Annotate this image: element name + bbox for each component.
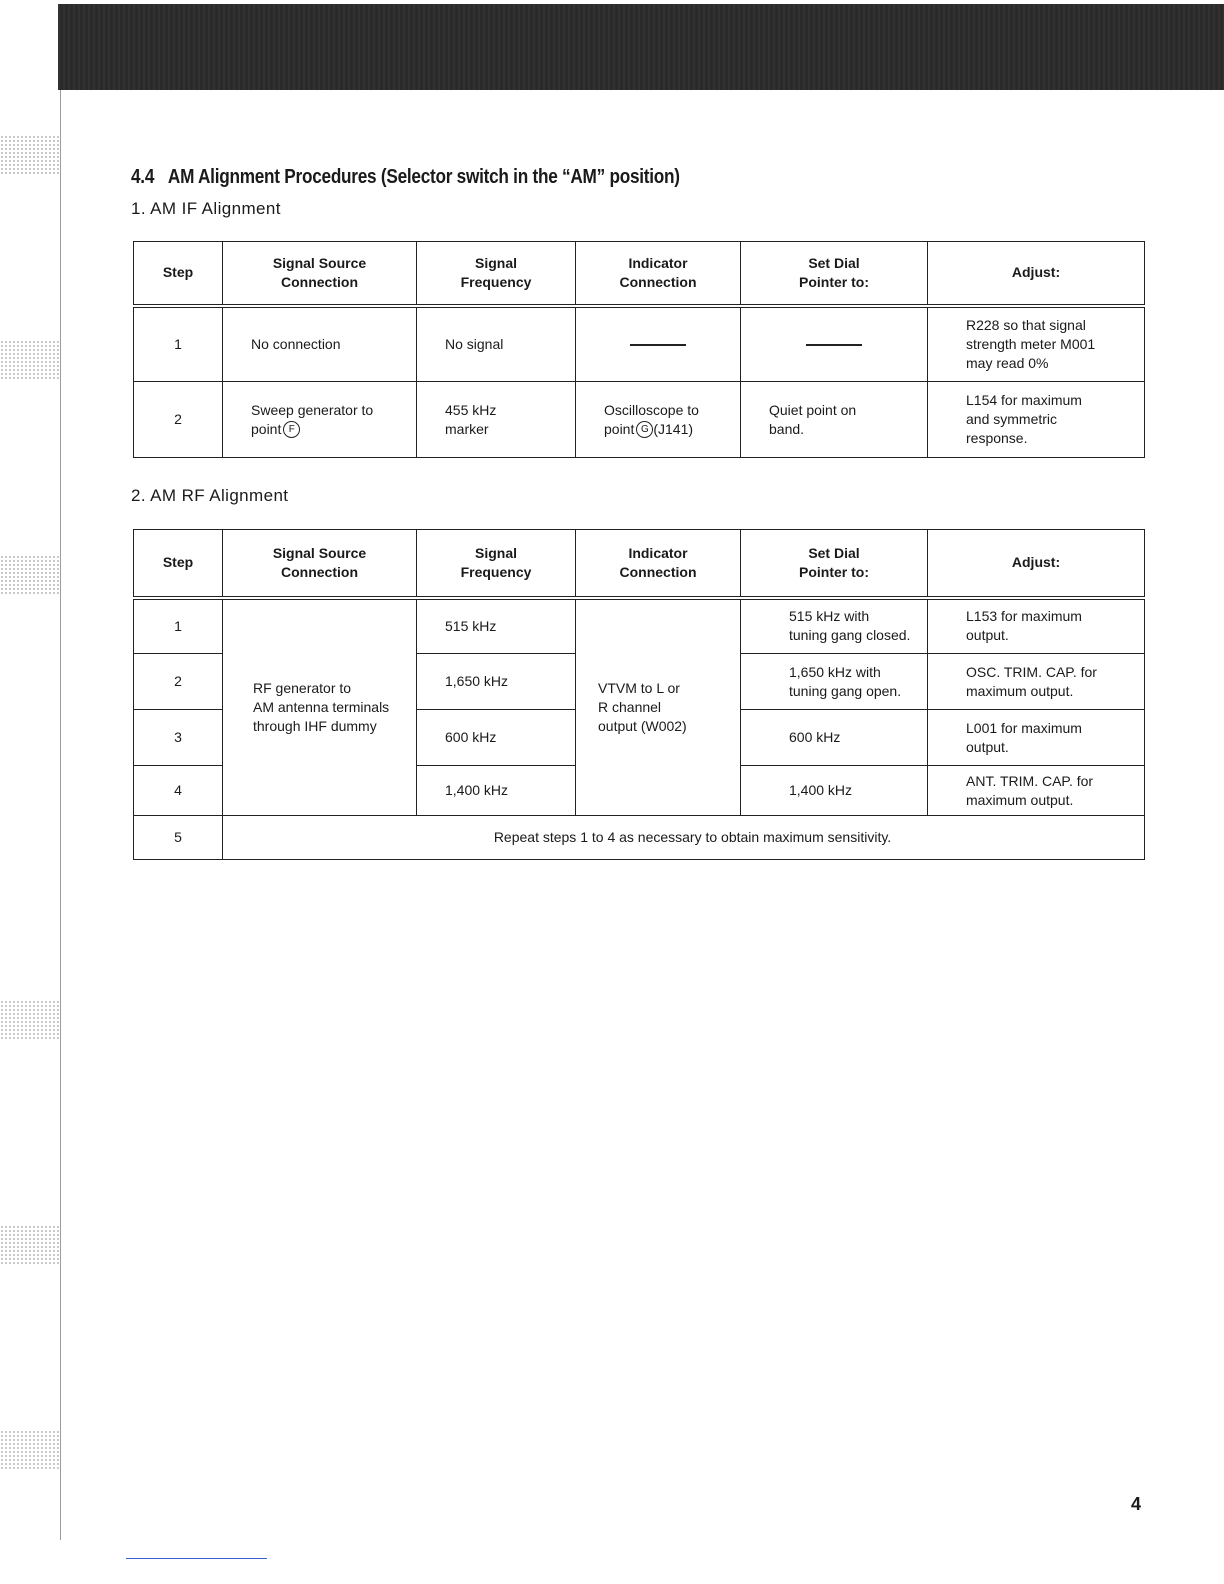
binding-texture xyxy=(0,1000,60,1040)
binding-texture xyxy=(0,1225,60,1265)
binding-rule xyxy=(60,90,61,1540)
rf-alignment-table xyxy=(133,529,1145,860)
section-title xyxy=(131,166,680,189)
binding-texture xyxy=(0,555,60,595)
step-cell: 2 xyxy=(134,654,223,710)
adjust-header: Adjust: xyxy=(928,530,1145,598)
frequency-cell: 455 kHz marker xyxy=(417,382,576,458)
no-indicator-dash xyxy=(630,344,686,346)
signal-source-header: Signal Source Connection xyxy=(223,530,417,598)
page-number: 4 xyxy=(1131,1494,1142,1514)
adjust-cell: L001 for maximum output. xyxy=(928,710,1145,766)
dial-cell: 600 kHz xyxy=(741,710,928,766)
adjust-cell: R228 so that signal strength meter M001 may read 0% xyxy=(928,306,1145,382)
point-marker: F xyxy=(283,421,300,438)
rf-alignment-heading: 2. AM RF Alignment xyxy=(131,486,289,505)
step-cell: 3 xyxy=(134,710,223,766)
frequency-cell: 1,400 kHz xyxy=(417,766,576,816)
table-row xyxy=(134,306,1145,382)
indicator-header: Indicator Connection xyxy=(576,530,741,598)
adjust-cell: ANT. TRIM. CAP. for maximum output. xyxy=(928,766,1145,816)
signal-source-header: Signal Source Connection xyxy=(223,242,417,306)
frequency-cell: 1,650 kHz xyxy=(417,654,576,710)
source-cell: Sweep generator to point F xyxy=(223,382,417,458)
repeat-note-cell: Repeat steps 1 to 4 as necessary to obtain maximum sensitivity. xyxy=(223,816,1145,860)
step-cell: 5 xyxy=(134,816,223,860)
frequency-cell: 515 kHz xyxy=(417,598,576,654)
adjust-cell: L153 for maximum output. xyxy=(928,598,1145,654)
point-marker: G xyxy=(636,421,653,438)
dial-cell xyxy=(741,306,928,382)
if-alignment-table xyxy=(133,241,1145,458)
footer-rule xyxy=(126,1558,267,1559)
indicator-cell: Oscilloscope to point G (J141) xyxy=(576,382,741,458)
step-cell: 4 xyxy=(134,766,223,816)
section-number: 4.4 xyxy=(131,166,155,188)
table-row xyxy=(134,598,1145,654)
adjust-cell: OSC. TRIM. CAP. for maximum output. xyxy=(928,654,1145,710)
indicator-header: Indicator Connection xyxy=(576,242,741,306)
if-alignment-heading: 1. AM IF Alignment xyxy=(131,199,281,218)
table-row xyxy=(134,816,1145,860)
set-dial-header: Set Dial Pointer to: xyxy=(741,242,928,306)
step-cell: 2 xyxy=(134,382,223,458)
table-header-row xyxy=(134,530,1145,598)
frequency-cell: 600 kHz xyxy=(417,710,576,766)
dial-cell: 1,650 kHz with tuning gang open. xyxy=(741,654,928,710)
binding-texture xyxy=(0,1430,60,1470)
dial-cell: 515 kHz with tuning gang closed. xyxy=(741,598,928,654)
signal-frequency-header: Signal Frequency xyxy=(417,530,576,598)
section-title-text: AM Alignment Procedures (Selector switch in the “AM” position) xyxy=(167,166,680,188)
dial-cell: 1,400 kHz xyxy=(741,766,928,816)
table-header-row xyxy=(134,242,1145,306)
binding-texture xyxy=(0,340,60,380)
signal-frequency-header: Signal Frequency xyxy=(417,242,576,306)
set-dial-header: Set Dial Pointer to: xyxy=(741,530,928,598)
dial-cell: Quiet point on band. xyxy=(741,382,928,458)
shared-indicator-cell: VTVM to L or R channel output (W002) xyxy=(576,598,741,816)
step-header: Step xyxy=(134,530,223,598)
table-row xyxy=(134,382,1145,458)
step-cell: 1 xyxy=(134,306,223,382)
adjust-cell: L154 for maximum and symmetric response. xyxy=(928,382,1145,458)
frequency-cell: No signal xyxy=(417,306,576,382)
shared-source-cell: RF generator to AM antenna terminals through IHF dummy xyxy=(223,598,417,816)
indicator-cell xyxy=(576,306,741,382)
binding-texture xyxy=(0,135,60,175)
header-band xyxy=(58,4,1224,90)
step-cell: 1 xyxy=(134,598,223,654)
adjust-header: Adjust: xyxy=(928,242,1145,306)
source-cell: No connection xyxy=(223,306,417,382)
no-dial-dash xyxy=(806,344,862,346)
step-header: Step xyxy=(134,242,223,306)
